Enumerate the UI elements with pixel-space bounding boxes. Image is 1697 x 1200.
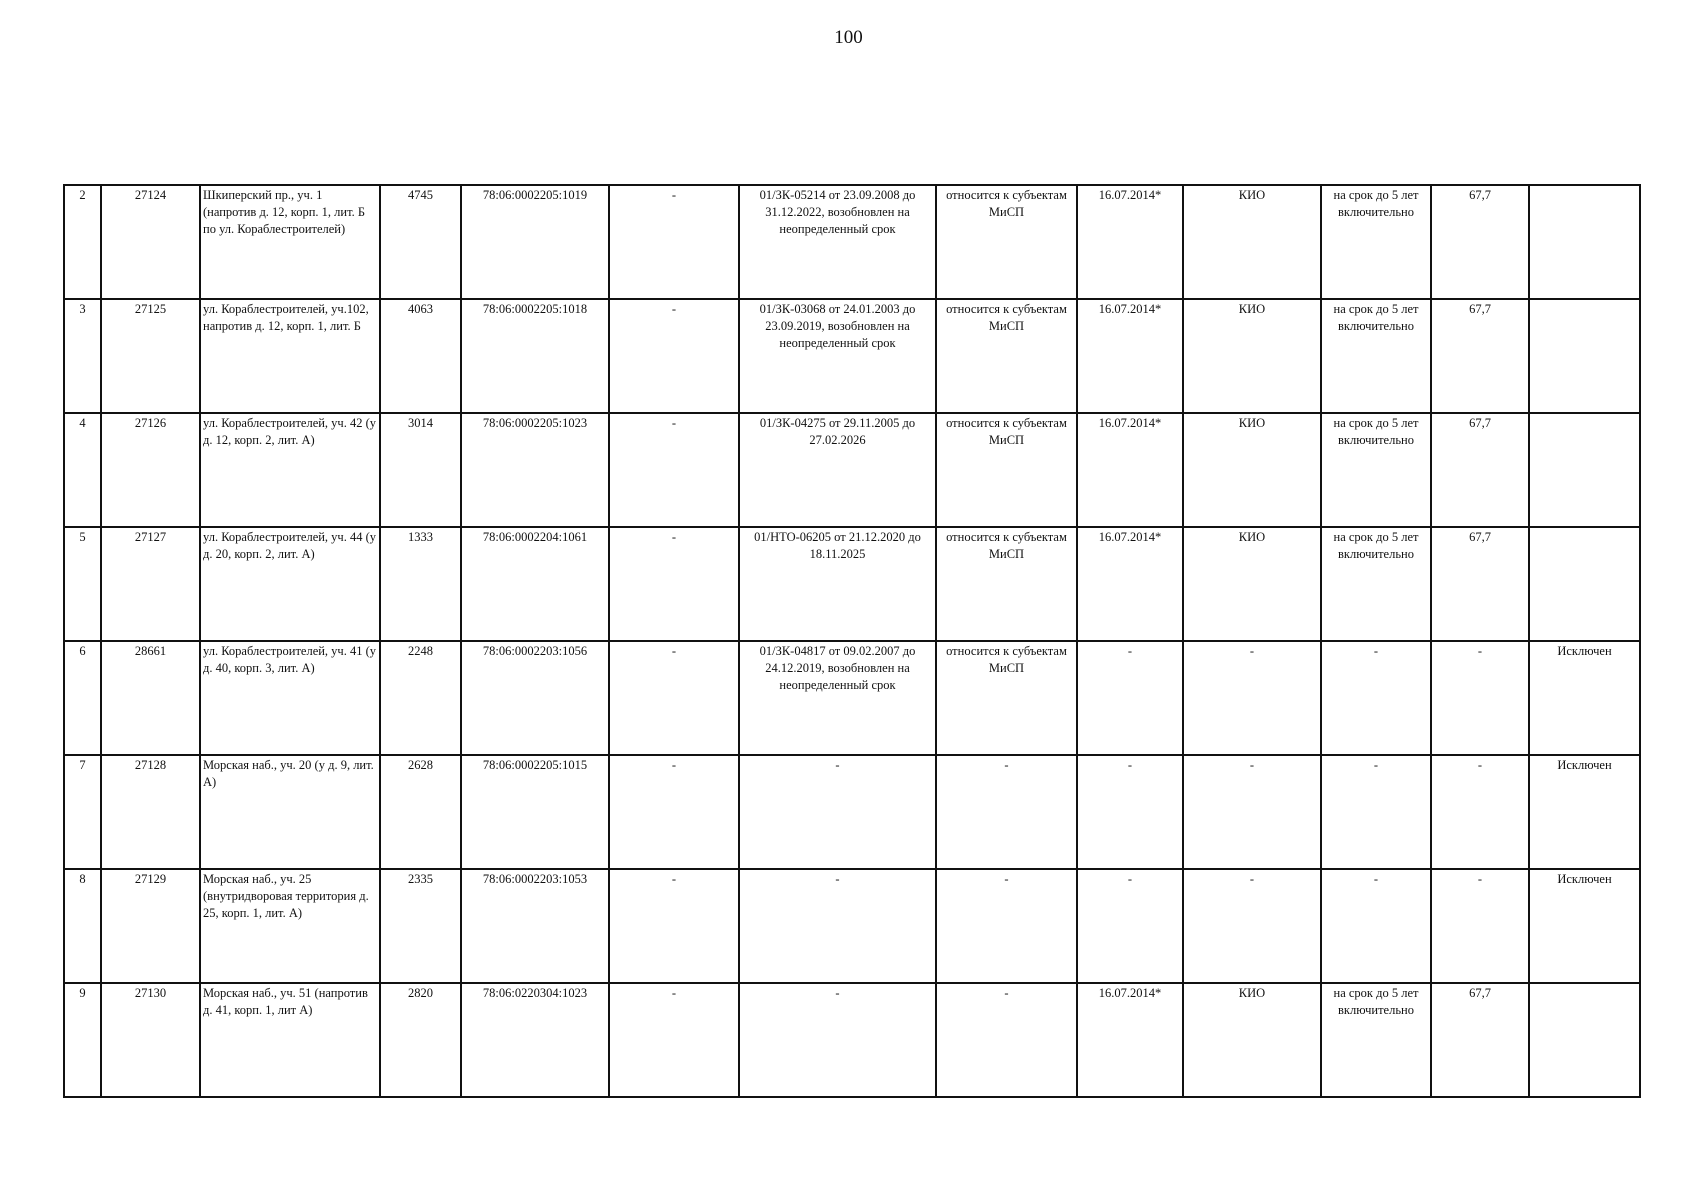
cell-rate: 67,7 [1431,983,1529,1097]
cell-inclusion-date: 16.07.2014* [1077,299,1183,413]
cell-note [1529,413,1640,527]
cell-object-code: 27130 [101,983,200,1097]
cell-contract: - [739,869,936,983]
cell-row-number: 7 [64,755,101,869]
cell-address: ул. Кораблестроителей, уч. 42 (у д. 12, корп. 2, лит. А) [200,413,380,527]
cell-smsp-status: относится к субъектам МиСП [936,641,1077,755]
page-number: 100 [834,27,863,48]
table-row [64,413,1640,527]
cell-other-info: - [609,869,739,983]
cell-inclusion-date: 16.07.2014* [1077,527,1183,641]
cell-other-info: - [609,983,739,1097]
cell-term: на срок до 5 лет включительно [1321,527,1431,641]
cell-object-code: 27125 [101,299,200,413]
cell-note [1529,299,1640,413]
cell-area: 3014 [380,413,461,527]
cell-other-info: - [609,527,739,641]
cell-term: на срок до 5 лет включительно [1321,983,1431,1097]
cell-term: - [1321,869,1431,983]
cell-contract: 01/ЗК-05214 от 23.09.2008 до 31.12.2022, возобновлен на неопределенный срок [739,185,936,299]
cell-area: 2628 [380,755,461,869]
cell-smsp-status: - [936,869,1077,983]
cell-inclusion-date: 16.07.2014* [1077,185,1183,299]
cell-inclusion-date: - [1077,869,1183,983]
cell-authority: - [1183,869,1321,983]
cell-other-info: - [609,299,739,413]
cell-inclusion-date: - [1077,641,1183,755]
cell-authority: КИО [1183,299,1321,413]
table-body [64,185,1640,1097]
cell-note: Исключен [1529,641,1640,755]
cell-area: 2820 [380,983,461,1097]
cell-contract: 01/ЗК-03068 от 24.01.2003 до 23.09.2019, возобновлен на неопределенный срок [739,299,936,413]
cell-rate: - [1431,869,1529,983]
cell-rate: - [1431,641,1529,755]
cell-authority: КИО [1183,983,1321,1097]
cell-contract: - [739,755,936,869]
cell-cadastral-number: 78:06:0002205:1015 [461,755,609,869]
cell-area: 1333 [380,527,461,641]
cell-authority: - [1183,641,1321,755]
cell-rate: 67,7 [1431,185,1529,299]
cell-address: Шкиперский пр., уч. 1 (напротив д. 12, корп. 1, лит. Б по ул. Кораблестроителей) [200,185,380,299]
cell-address: ул. Кораблестроителей, уч. 41 (у д. 40, корп. 3, лит. А) [200,641,380,755]
cell-inclusion-date: 16.07.2014* [1077,983,1183,1097]
cell-authority: - [1183,755,1321,869]
cell-cadastral-number: 78:06:0002204:1061 [461,527,609,641]
cell-row-number: 3 [64,299,101,413]
cell-smsp-status: - [936,755,1077,869]
cell-other-info: - [609,641,739,755]
cell-term: на срок до 5 лет включительно [1321,185,1431,299]
cell-row-number: 9 [64,983,101,1097]
cell-row-number: 5 [64,527,101,641]
cell-other-info: - [609,185,739,299]
cell-row-number: 8 [64,869,101,983]
cell-term: на срок до 5 лет включительно [1321,299,1431,413]
table-row [64,527,1640,641]
cell-row-number: 2 [64,185,101,299]
cell-rate: - [1431,755,1529,869]
registry-table [63,184,1641,1098]
cell-smsp-status: относится к субъектам МиСП [936,413,1077,527]
cell-other-info: - [609,755,739,869]
cell-object-code: 27127 [101,527,200,641]
cell-inclusion-date: 16.07.2014* [1077,413,1183,527]
cell-cadastral-number: 78:06:0002205:1019 [461,185,609,299]
table-row [64,641,1640,755]
cell-cadastral-number: 78:06:0002203:1056 [461,641,609,755]
cell-area: 4063 [380,299,461,413]
cell-note [1529,983,1640,1097]
cell-area: 2248 [380,641,461,755]
cell-cadastral-number: 78:06:0002203:1053 [461,869,609,983]
cell-note [1529,185,1640,299]
cell-row-number: 6 [64,641,101,755]
cell-term: - [1321,641,1431,755]
cell-object-code: 27126 [101,413,200,527]
cell-note [1529,527,1640,641]
cell-area: 2335 [380,869,461,983]
cell-term: - [1321,755,1431,869]
cell-rate: 67,7 [1431,299,1529,413]
cell-term: на срок до 5 лет включительно [1321,413,1431,527]
cell-contract: 01/НТО-06205 от 21.12.2020 до 18.11.2025 [739,527,936,641]
cell-object-code: 27128 [101,755,200,869]
cell-cadastral-number: 78:06:0002205:1018 [461,299,609,413]
cell-object-code: 27124 [101,185,200,299]
cell-cadastral-number: 78:06:0220304:1023 [461,983,609,1097]
cell-rate: 67,7 [1431,527,1529,641]
table-row [64,185,1640,299]
table-row [64,869,1640,983]
cell-other-info: - [609,413,739,527]
table-row [64,983,1640,1097]
cell-authority: КИО [1183,413,1321,527]
cell-row-number: 4 [64,413,101,527]
cell-address: ул. Кораблестроителей, уч.102, напротив д. 12, корп. 1, лит. Б [200,299,380,413]
cell-smsp-status: относится к субъектам МиСП [936,527,1077,641]
cell-cadastral-number: 78:06:0002205:1023 [461,413,609,527]
cell-smsp-status: относится к субъектам МиСП [936,185,1077,299]
cell-area: 4745 [380,185,461,299]
cell-contract: - [739,983,936,1097]
cell-contract: 01/ЗК-04275 от 29.11.2005 до 27.02.2026 [739,413,936,527]
cell-authority: КИО [1183,185,1321,299]
cell-inclusion-date: - [1077,755,1183,869]
cell-authority: КИО [1183,527,1321,641]
cell-address: Морская наб., уч. 51 (напротив д. 41, корп. 1, лит А) [200,983,380,1097]
cell-smsp-status: относится к субъектам МиСП [936,299,1077,413]
table-row [64,299,1640,413]
cell-note: Исключен [1529,869,1640,983]
cell-object-code: 28661 [101,641,200,755]
cell-rate: 67,7 [1431,413,1529,527]
table-row [64,755,1640,869]
cell-smsp-status: - [936,983,1077,1097]
cell-address: Морская наб., уч. 25 (внутридворовая территория д. 25, корп. 1, лит. А) [200,869,380,983]
cell-address: ул. Кораблестроителей, уч. 44 (у д. 20, корп. 2, лит. А) [200,527,380,641]
cell-contract: 01/ЗК-04817 от 09.02.2007 до 24.12.2019, возобновлен на неопределенный срок [739,641,936,755]
cell-object-code: 27129 [101,869,200,983]
cell-note: Исключен [1529,755,1640,869]
cell-address: Морская наб., уч. 20 (у д. 9, лит. А) [200,755,380,869]
